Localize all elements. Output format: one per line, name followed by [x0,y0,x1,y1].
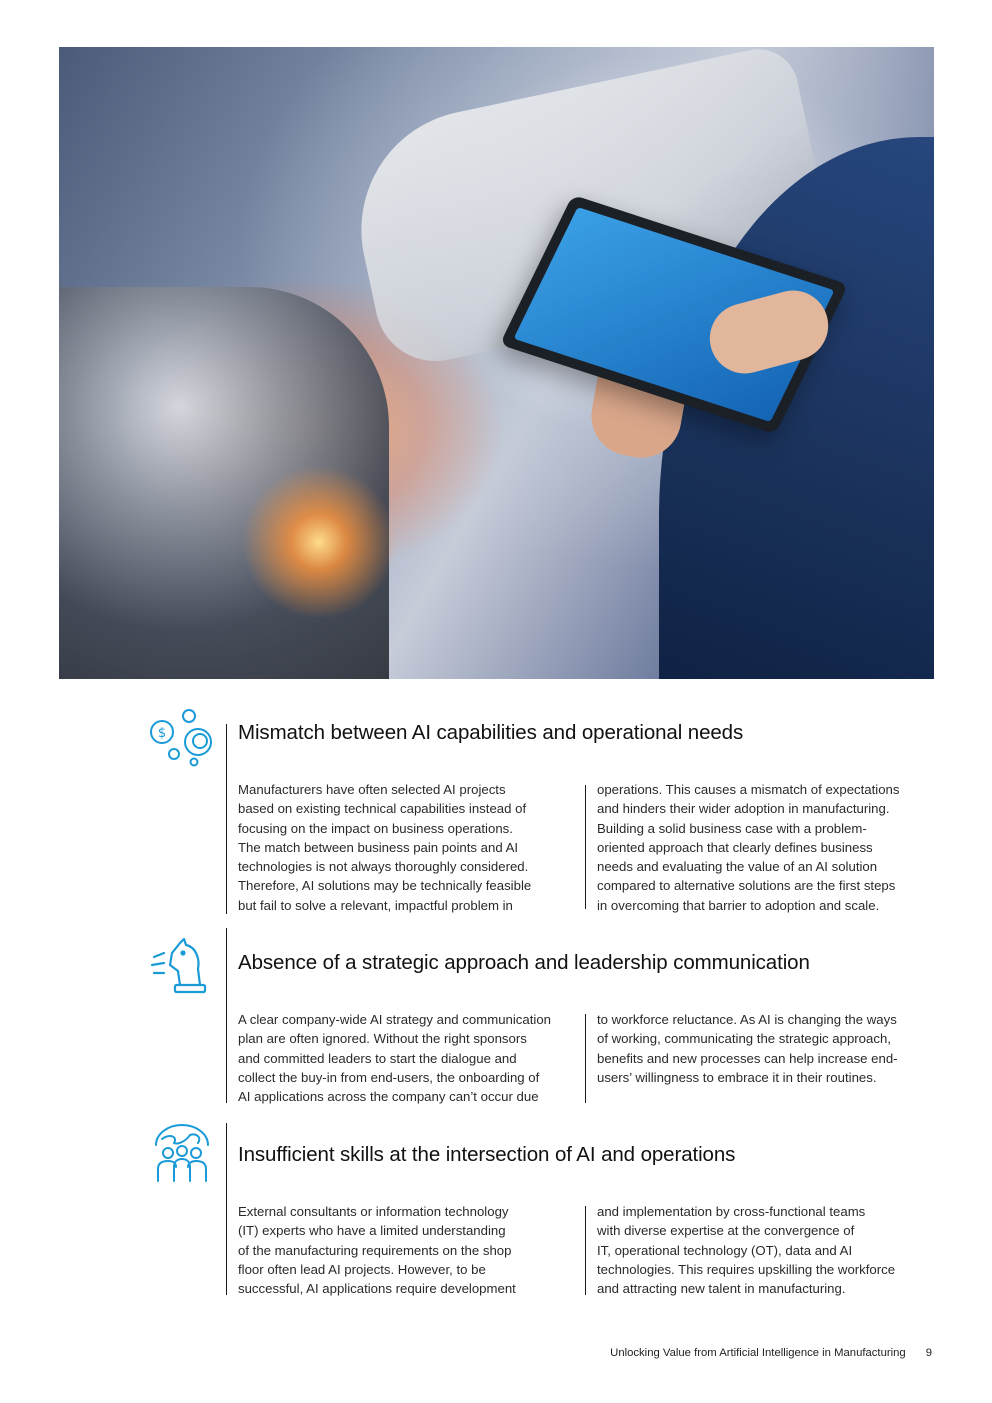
text-line: Manufacturers have often selected AI projects [238,782,506,797]
text-line: technologies. This requires upskilling the workforce [597,1261,896,1277]
text-line: of the manufacturing requirements on the shop [238,1242,512,1258]
column-divider [585,785,586,909]
text-line: and committed leaders to start the dialogue and [238,1050,517,1066]
svg-text:$: $ [157,726,167,741]
text-line: IT, operational technology (OT), data and AI [597,1242,853,1258]
text-line: and hinders their wider adoption in manufacturing. [597,801,890,817]
global-team-icon [148,1123,216,1185]
text-line: users’ willingness to embrace it in their routines. [597,1069,877,1085]
right-column [597,1202,939,1298]
left-column [238,1010,578,1106]
text-line: in overcoming that barrier to adoption and scale. [597,897,880,913]
text-line: AI applications across the company can’t occur due [238,1089,539,1105]
text-line: The match between business pain points and AI [238,839,519,855]
text-line: with diverse expertise at the convergence of [597,1223,855,1239]
left-column [238,780,578,915]
text-line: focusing on the impact on business operations. [238,820,513,836]
text-line: (IT) experts who have a limited understanding [238,1223,506,1239]
text-line: A clear company-wide AI strategy and communication [238,1012,551,1027]
page-footer [610,1347,932,1359]
section-divider [226,724,227,914]
coins-icon [148,708,216,770]
section-heading: Absence of a strategic approach and leadership communication [238,951,810,974]
text-line: successful, AI applications require development [238,1281,516,1297]
text-line: and attracting new talent in manufacturing. [597,1281,846,1297]
footer-title: Unlocking Value from Artificial Intelligence in Manufacturing [610,1347,906,1359]
text-line: but fail to solve a relevant, impactful problem in [238,897,513,913]
text-line: benefits and new processes can help increase end- [597,1050,898,1066]
left-column [238,1202,578,1298]
text-line: based on existing technical capabilities instead of [238,801,527,817]
sparks [239,467,399,617]
section-divider [226,928,227,1103]
text-line: plan are often ignored. Without the right sponsors [238,1031,527,1047]
chess-knight-icon [148,935,216,997]
text-line: operations. This causes a mismatch of expectations [597,782,900,797]
right-column [597,780,939,915]
text-line: External consultants or information technology [238,1204,509,1219]
text-line: compared to alternative solutions are the first steps [597,878,896,894]
text-line: needs and evaluating the value of an AI solution [597,859,878,875]
section-heading: Mismatch between AI capabilities and operational needs [238,721,744,744]
text-line: Therefore, AI solutions may be technically feasible [238,878,532,894]
column-divider [585,1206,586,1295]
right-column [597,1010,939,1087]
hero-image [59,47,934,679]
text-line: collect the buy-in from end-users, the onboarding of [238,1069,540,1085]
page-number: 9 [925,1347,932,1359]
column-divider [585,1014,586,1103]
text-line: to workforce reluctance. As AI is changing the ways [597,1012,897,1027]
section-heading: Insufficient skills at the intersection of AI and operations [238,1143,736,1166]
text-line: technologies is not always thoroughly considered. [238,859,529,875]
text-line: and implementation by cross-functional teams [597,1204,866,1219]
section-divider [226,1123,227,1295]
text-line: Building a solid business case with a problem- [597,820,867,836]
text-line: of working, communicating the strategic approach, [597,1031,891,1047]
text-line: floor often lead AI projects. However, to be [238,1261,486,1277]
text-line: oriented approach that clearly defines business [597,839,873,855]
